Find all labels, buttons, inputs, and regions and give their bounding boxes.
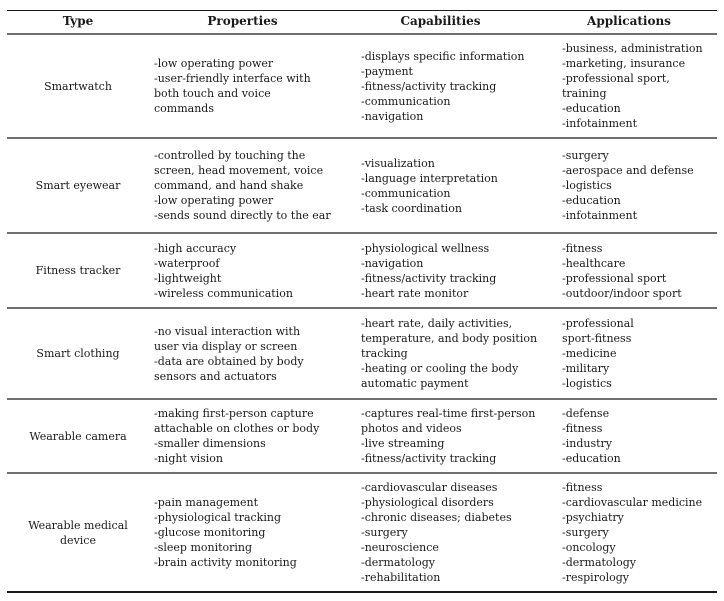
cell-line: both touch and voice (154, 87, 271, 100)
cell-block (7, 346, 149, 361)
cell-block (7, 263, 149, 278)
cell-block (361, 241, 557, 301)
cell-line: -sleep monitoring (154, 541, 253, 554)
cell-properties (149, 233, 354, 308)
cell-capabilities (354, 138, 557, 233)
cell-line: training (562, 87, 607, 100)
cell-line: -military (562, 362, 610, 375)
cell-line: -pain management (154, 496, 259, 509)
table-row (7, 233, 717, 308)
cell-block (562, 241, 717, 301)
cell-block (562, 316, 717, 391)
cell-line: device (60, 533, 96, 547)
cell-line: -no visual interaction with (154, 324, 301, 338)
cell-block (7, 178, 149, 193)
cell-block (154, 241, 354, 301)
cell-line: -rehabilitation (361, 571, 441, 584)
cell-line: Wearable camera (29, 429, 127, 443)
cell-block (361, 480, 557, 585)
cell-line: -physiological disorders (361, 496, 494, 509)
cell-line: -professional (562, 317, 634, 330)
cell-applications (557, 233, 717, 308)
cell-line: -education (562, 194, 621, 207)
cell-line: -captures real-time first-person (361, 407, 536, 420)
cell-line: Smartwatch (44, 79, 112, 93)
cell-line: -brain activity monitoring (154, 556, 297, 569)
cell-line: -glucose monitoring (154, 526, 266, 539)
cell-type (7, 34, 149, 138)
cell-line: -waterproof (154, 256, 220, 270)
cell-line: Smart clothing (36, 347, 120, 360)
cell-block (562, 406, 717, 466)
cell-line: -navigation (361, 256, 424, 270)
cell-block (154, 495, 354, 570)
cell-line: -data are obtained by body (154, 354, 304, 368)
cell-block (154, 406, 354, 466)
cell-line: -high accuracy (154, 241, 237, 255)
header-row (7, 11, 717, 35)
cell-block (361, 316, 557, 391)
cell-line: sensors and actuators (154, 369, 277, 383)
header-properties: Properties (207, 14, 278, 28)
cell-type (7, 473, 149, 592)
cell-line: -chronic diseases; diabetes (361, 511, 512, 524)
cell-line: -fitness (562, 241, 603, 255)
cell-line: -professional sport, (562, 72, 670, 85)
cell-line: -communication (361, 94, 451, 108)
cell-capabilities (354, 34, 557, 138)
cell-line: -physiological tracking (154, 511, 281, 524)
cell-block (361, 49, 557, 124)
cell-line: -outdoor/indoor sport (562, 286, 682, 300)
cell-line: -professional sport (562, 271, 667, 285)
cell-line: tracking (361, 347, 408, 360)
cell-block (361, 156, 557, 216)
cell-line: -displays specific information (361, 49, 525, 63)
cell-type (7, 233, 149, 308)
cell-line: -marketing, insurance (562, 57, 686, 70)
cell-line: -navigation (361, 109, 424, 123)
cell-line: -controlled by touching the (154, 149, 306, 162)
cell-line: -neuroscience (361, 541, 439, 554)
cell-line: -dermatology (562, 556, 636, 569)
cell-line: -live streaming (361, 437, 445, 450)
cell-line: -visualization (361, 156, 435, 170)
cell-line: -fitness (562, 481, 603, 494)
cell-line: -fitness (562, 422, 603, 435)
cell-line: -logistics (562, 179, 612, 192)
wearable-devices-table (7, 10, 717, 593)
cell-line: -wireless communication (154, 286, 293, 300)
cell-line: -heart rate, daily activities, (361, 317, 513, 330)
cell-block (7, 429, 149, 444)
cell-line: -smaller dimensions (154, 437, 266, 450)
cell-line: -defense (562, 407, 610, 420)
cell-line: -education (562, 452, 621, 465)
cell-line: -low operating power (154, 194, 274, 207)
cell-line: -communication (361, 186, 451, 200)
cell-block (154, 148, 354, 223)
cell-block (7, 518, 149, 548)
cell-applications (557, 399, 717, 473)
cell-line: commands (154, 102, 214, 115)
cell-line: automatic payment (361, 377, 469, 390)
cell-properties (149, 399, 354, 473)
cell-line: -medicine (562, 347, 617, 360)
cell-applications (557, 308, 717, 399)
cell-line: temperature, and body position (361, 332, 538, 345)
cell-capabilities (354, 473, 557, 592)
cell-line: -surgery (562, 526, 609, 539)
cell-block (154, 56, 354, 116)
cell-line: -cardiovascular medicine (562, 496, 703, 509)
cell-line: -sends sound directly to the ear (154, 209, 331, 222)
cell-line: -task coordination (361, 201, 463, 215)
table-row (7, 138, 717, 233)
cell-line: -low operating power (154, 57, 274, 70)
cell-capabilities (354, 233, 557, 308)
cell-block (562, 480, 717, 585)
cell-properties (149, 138, 354, 233)
cell-line: -respirology (562, 571, 629, 584)
cell-properties (149, 308, 354, 399)
cell-line: -infotainment (562, 209, 638, 222)
cell-line: -fitness/activity tracking (361, 79, 497, 93)
header-capabilities: Capabilities (400, 14, 481, 28)
cell-type (7, 308, 149, 399)
cell-line: attachable on clothes or body (154, 422, 320, 435)
cell-line: -business, administration (562, 42, 703, 55)
cell-properties (149, 473, 354, 592)
cell-line: -user-friendly interface with (154, 72, 311, 85)
cell-line: -heating or cooling the body (361, 362, 519, 375)
cell-line: -dermatology (361, 556, 435, 569)
cell-line: -industry (562, 437, 612, 450)
cell-capabilities (354, 308, 557, 399)
table-header (7, 11, 717, 35)
cell-line: user via display or screen (154, 339, 298, 353)
cell-line: -logistics (562, 377, 612, 390)
cell-line: -fitness/activity tracking (361, 452, 497, 465)
cell-line: -making first-person capture (154, 407, 314, 420)
table-row (7, 308, 717, 399)
cell-line: Wearable medical (28, 518, 128, 532)
cell-line: -infotainment (562, 117, 638, 130)
cell-line: Fitness tracker (35, 264, 121, 277)
cell-line: screen, head movement, voice (154, 164, 324, 177)
cell-line: -aerospace and defense (562, 164, 694, 177)
header-applications: Applications (587, 14, 671, 28)
cell-line: Smart eyewear (35, 179, 121, 192)
cell-line: -education (562, 102, 621, 115)
header-type: Type (62, 14, 94, 28)
cell-line: command, and hand shake (154, 179, 304, 192)
cell-block (361, 406, 557, 466)
cell-line: sport-fitness (562, 332, 632, 345)
table-row (7, 399, 717, 473)
cell-line: -heart rate monitor (361, 286, 469, 300)
cell-line: -healthcare (562, 256, 626, 270)
cell-capabilities (354, 399, 557, 473)
table-row (7, 34, 717, 138)
cell-applications (557, 34, 717, 138)
cell-line: -lightweight (154, 271, 222, 285)
cell-line: -fitness/activity tracking (361, 271, 497, 285)
cell-block (562, 41, 717, 131)
cell-type (7, 399, 149, 473)
cell-type (7, 138, 149, 233)
cell-block (562, 148, 717, 223)
cell-properties (149, 34, 354, 138)
cell-line: photos and videos (361, 422, 462, 435)
cell-line: -cardiovascular diseases (361, 481, 498, 494)
cell-applications (557, 138, 717, 233)
cell-block (7, 79, 149, 94)
table-row (7, 473, 717, 592)
table-body (7, 34, 717, 592)
cell-line: -oncology (562, 541, 616, 554)
cell-applications (557, 473, 717, 592)
cell-line: -language interpretation (361, 171, 498, 185)
cell-line: -surgery (562, 149, 609, 162)
cell-line: -psychiatry (562, 511, 624, 524)
cell-line: -payment (361, 64, 413, 78)
cell-line: -night vision (154, 452, 223, 465)
cell-block (154, 324, 354, 384)
cell-line: -surgery (361, 526, 408, 539)
cell-line: -physiological wellness (361, 241, 490, 255)
